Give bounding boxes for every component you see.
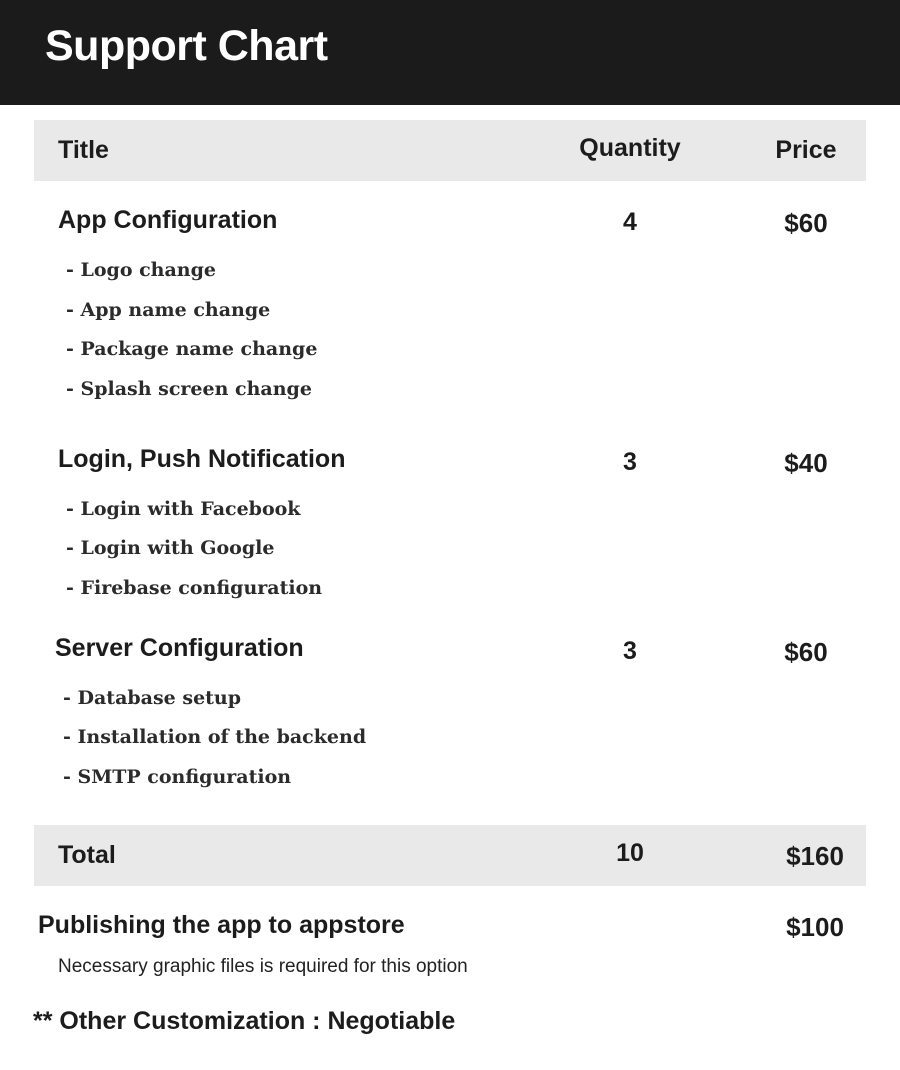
total-row — [34, 825, 866, 886]
section-title-login-push: Login, Push Notification — [58, 445, 346, 473]
price-login-push: $40 — [784, 448, 828, 478]
list-item: - Logo change — [66, 259, 216, 281]
publishing-title: Publishing the app to appstore — [38, 911, 405, 939]
table-header — [34, 120, 866, 181]
list-item: - Package name change — [66, 338, 318, 360]
list-item: - Database setup — [63, 687, 242, 709]
column-header-title: Title — [58, 136, 109, 164]
publishing-note: Necessary graphic files is required for this option — [58, 956, 468, 977]
other-customization-note: ** Other Customization : Negotiable — [33, 1007, 456, 1035]
publishing-price: $100 — [786, 912, 844, 942]
section-title-server-configuration: Server Configuration — [55, 634, 304, 662]
list-item: - SMTP configuration — [63, 766, 292, 788]
header-bar — [0, 0, 900, 105]
total-price: $160 — [786, 841, 844, 871]
column-header-quantity: Quantity — [579, 134, 681, 162]
list-item: - Login with Facebook — [66, 498, 301, 520]
total-label: Total — [58, 841, 116, 869]
section-title-app-configuration: App Configuration — [58, 206, 278, 234]
quantity-login-push: 3 — [623, 448, 637, 476]
quantity-server-configuration: 3 — [623, 637, 637, 665]
quantity-app-configuration: 4 — [623, 208, 637, 236]
column-header-price: Price — [775, 136, 837, 164]
list-item: - App name change — [66, 299, 271, 321]
list-item: - Login with Google — [66, 537, 275, 559]
list-item: - Splash screen change — [66, 378, 312, 400]
list-item: - Firebase configuration — [66, 577, 323, 599]
price-app-configuration: $60 — [784, 208, 828, 238]
page-title: Support Chart — [45, 22, 328, 70]
list-item: - Installation of the backend — [63, 726, 367, 748]
total-quantity: 10 — [616, 839, 644, 867]
price-server-configuration: $60 — [784, 637, 828, 667]
